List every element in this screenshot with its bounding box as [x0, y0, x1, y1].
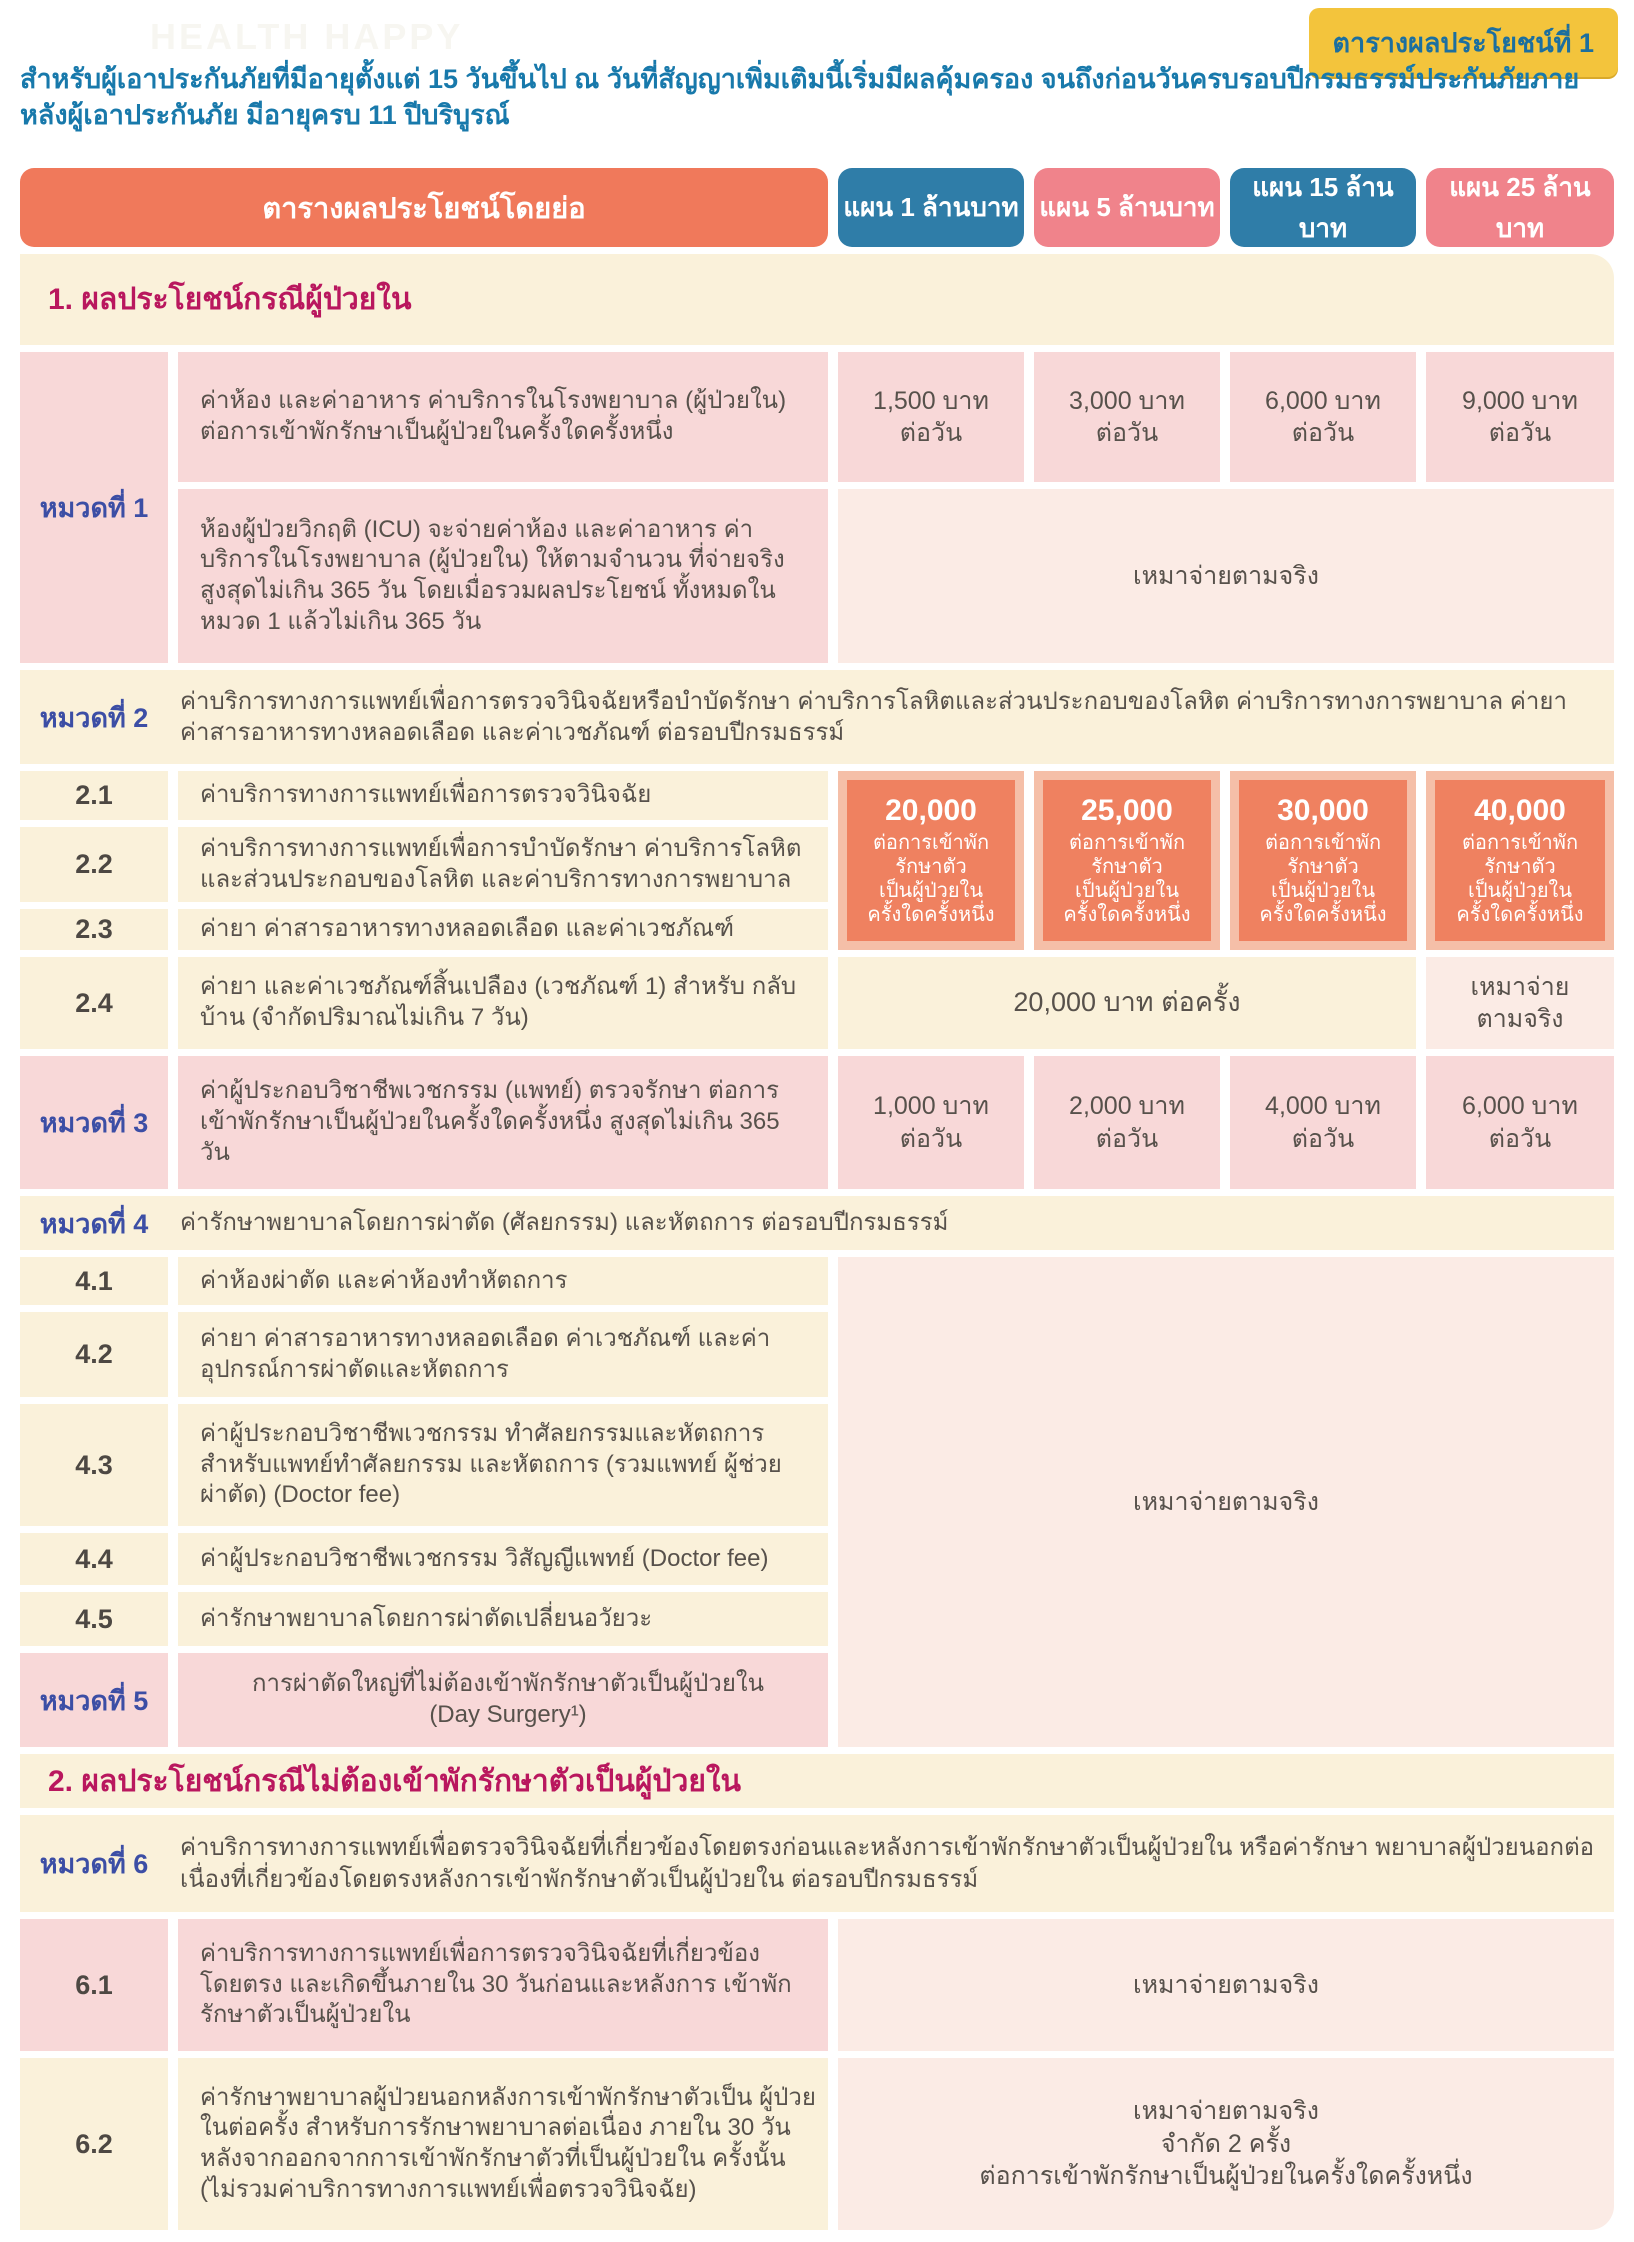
row-6-1-desc: ค่าบริการทางการแพทย์เพื่อการตรวจวินิจฉัยที่เกี่ยวข้อง โดยตรง และเกิดขึ้นภายใน 30 วันก่อนและหลังการ เข้าพักรักษาตัวเป็นผู้ป่วยใน: [178, 1919, 828, 2051]
row-4-2-number: 4.2: [20, 1312, 168, 1397]
category-3-label: หมวดที่ 3: [20, 1056, 168, 1189]
row-6-1-value-all-plans: เหมาจ่ายตามจริง: [838, 1919, 1614, 2051]
category-2-desc: ค่าบริการทางการแพทย์เพื่อการตรวจวินิจฉัยหรือบำบัดรักษา ค่าบริการโลหิตและส่วนประกอบของโลหิต ค่าบริการทางการพยาบาล ค่ายา ค่าสารอาหารทางหลอดเลือด และค่าเวชภัณฑ์ ต่อรอบปีกรมธรรม์: [180, 687, 1567, 746]
benefit-box-plan4: 40,000 ต่อการเข้าพัก รักษาตัว เป็นผู้ป่วยใน ครั้งใดครั้งหนึ่ง: [1426, 771, 1614, 950]
category-6-label: หมวดที่ 6: [39, 1849, 149, 1879]
row-4-3-number: 4.3: [20, 1404, 168, 1526]
benefit-box-plan1: 20,000 ต่อการเข้าพัก รักษาตัว เป็นผู้ป่วยใน ครั้งใดครั้งหนึ่ง: [838, 771, 1024, 950]
row-2-1-number: 2.1: [20, 771, 168, 820]
row-4-2-desc: ค่ายา ค่าสารอาหารทางหลอดเลือด ค่าเวชภัณฑ์ และค่าอุปกรณ์การผ่าตัดและหัตถการ: [178, 1312, 828, 1397]
category-5-desc: การผ่าตัดใหญ่ที่ไม่ต้องเข้าพักรักษาตัวเป็นผู้ป่วยใน (Day Surgery¹): [178, 1653, 828, 1747]
row-6-2-desc: ค่ารักษาพยาบาลผู้ป่วยนอกหลังการเข้าพักรักษาตัวเป็น ผู้ป่วยในต่อครั้ง สำหรับการรักษาพยาบาลต่อเนื่อง ภายใน 30 วันหลังจากออกจากการเข้าพักรักษาตัวที่เป็นผู้ป่วยใน ครั้งนั้น (ไม่รวมค่าบริการทางการแพทย์เพื่อตรวจวินิจฉัย): [178, 2058, 828, 2230]
surgery-value-all-plans: เหมาจ่ายตามจริง: [838, 1257, 1614, 1747]
benefit-table: [20, 168, 1614, 2230]
row-4-1-number: 4.1: [20, 1257, 168, 1305]
doctor-fee-value-plan4: 6,000 บาท ต่อวัน: [1426, 1056, 1614, 1189]
room-board-value-plan4: 9,000 บาท ต่อวัน: [1426, 352, 1614, 482]
section-2-heading: 2. ผลประโยชน์กรณีไม่ต้องเข้าพักรักษาตัวเป็นผู้ป่วยใน: [20, 1754, 1614, 1808]
icu-desc: ห้องผู้ป่วยวิกฤติ (ICU) จะจ่ายค่าห้อง และค่าอาหาร ค่าบริการในโรงพยาบาล (ผู้ป่วยใน) ให้ตามจำนวน ที่จ่ายจริง สูงสุดไม่เกิน 365 วัน โดยเมื่อรวมผลประโยชน์ ทั้งหมดในหมวด 1 แล้วไม่เกิน 365 วัน: [178, 489, 828, 663]
row-6-1-number: 6.1: [20, 1919, 168, 2051]
section-1-heading: 1. ผลประโยชน์กรณีผู้ป่วยใน: [20, 254, 1614, 345]
category-6-desc: ค่าบริการทางการแพทย์เพื่อตรวจวินิจฉัยที่เกี่ยวข้องโดยตรงก่อนและหลังการเข้าพักรักษาตัวเป็นผู้ป่วยใน หรือค่ารักษา พยาบาลผู้ป่วยนอกต่อเนื่องที่เกี่ยวข้องโดยตรงหลังการเข้าพักรักษาตัวเป็นผู้ป่วยใน ต่อรอบปีกรมธรรม์: [180, 1834, 1595, 1893]
doctor-fee-value-plan2: 2,000 บาท ต่อวัน: [1034, 1056, 1220, 1189]
row-2-2-number: 2.2: [20, 827, 168, 902]
row-2-4-desc: ค่ายา และค่าเวชภัณฑ์สิ้นเปลือง (เวชภัณฑ์ 1) สำหรับ กลับบ้าน (จำกัดปริมาณไม่เกิน 7 วัน): [178, 957, 828, 1049]
row-4-1-desc: ค่าห้องผ่าตัด และค่าห้องทำหัตถการ: [178, 1257, 828, 1305]
summary-header-bar: ตารางผลประโยชน์โดยย่อ: [20, 168, 828, 247]
category-2-label: หมวดที่ 2: [39, 702, 149, 733]
row-2-2-desc: ค่าบริการทางการแพทย์เพื่อการบำบัดรักษา ค่าบริการโลหิต และส่วนประกอบของโลหิต และค่าบริการทางการพยาบาล: [178, 827, 828, 902]
category-5-label: หมวดที่ 5: [20, 1653, 168, 1747]
benefit-box-plan2: 25,000 ต่อการเข้าพัก รักษาตัว เป็นผู้ป่วยใน ครั้งใดครั้งหนึ่ง: [1034, 771, 1220, 950]
category-4-band: [20, 1196, 1614, 1250]
plan-5m-header: แผน 5 ล้านบาท: [1034, 168, 1220, 247]
room-board-value-plan2: 3,000 บาท ต่อวัน: [1034, 352, 1220, 482]
benefit-box-plan3: 30,000 ต่อการเข้าพัก รักษาตัว เป็นผู้ป่วยใน ครั้งใดครั้งหนึ่ง: [1230, 771, 1416, 950]
plan-25m-header: แผน 25 ล้านบาท: [1426, 168, 1614, 247]
category-6-band: [20, 1815, 1614, 1912]
category-4-label: หมวดที่ 4: [39, 1208, 149, 1239]
row-4-4-number: 4.4: [20, 1533, 168, 1585]
row-2-4-value-plan4: เหมาจ่าย ตามจริง: [1426, 957, 1614, 1049]
doctor-fee-value-plan1: 1,000 บาท ต่อวัน: [838, 1056, 1024, 1189]
row-2-3-desc: ค่ายา ค่าสารอาหารทางหลอดเลือด และค่าเวชภัณฑ์: [178, 909, 828, 950]
icu-value-all-plans: เหมาจ่ายตามจริง: [838, 489, 1614, 663]
category-1-label: หมวดที่ 1: [20, 352, 168, 663]
row-4-5-desc: ค่ารักษาพยาบาลโดยการผ่าตัดเปลี่ยนอวัยวะ: [178, 1592, 828, 1646]
room-board-value-plan3: 6,000 บาท ต่อวัน: [1230, 352, 1416, 482]
health-happy-watermark: HEALTH HAPPY: [150, 16, 464, 57]
room-board-desc: ค่าห้อง และค่าอาหาร ค่าบริการในโรงพยาบาล (ผู้ป่วยใน) ต่อการเข้าพักรักษาเป็นผู้ป่วยในครั้งใดครั้งหนึ่ง: [178, 352, 828, 482]
row-2-1-desc: ค่าบริการทางการแพทย์เพื่อการตรวจวินิจฉัย: [178, 771, 828, 820]
row-4-3-desc: ค่าผู้ประกอบวิชาชีพเวชกรรม ทำศัลยกรรมและหัตถการ สำหรับแพทย์ทำศัลยกรรม และหัตถการ (รวมแพทย์ ผู้ช่วยผ่าตัด) (Doctor fee): [178, 1404, 828, 1526]
category-2-band: [20, 670, 1614, 764]
row-2-4-value-plans1-3: 20,000 บาท ต่อครั้ง: [838, 957, 1416, 1049]
row-4-4-desc: ค่าผู้ประกอบวิชาชีพเวชกรรม วิสัญญีแพทย์ (Doctor fee): [178, 1533, 828, 1585]
row-6-2-value-all-plans: เหมาจ่ายตามจริง จำกัด 2 ครั้ง ต่อการเข้าพักรักษาเป็นผู้ป่วยในครั้งใดครั้งหนึ่ง: [838, 2058, 1614, 2230]
row-4-5-number: 4.5: [20, 1592, 168, 1646]
category-3-desc: ค่าผู้ประกอบวิชาชีพเวชกรรม (แพทย์) ตรวจรักษา ต่อการเข้าพักรักษาเป็นผู้ป่วยในครั้งใดครั้งหนึ่ง สูงสุดไม่เกิน 365 วัน: [178, 1056, 828, 1189]
category-4-desc: ค่ารักษาพยาบาลโดยการผ่าตัด (ศัลยกรรม) และหัตถการ ต่อรอบปีกรมธรรม์: [180, 1209, 949, 1237]
eligibility-intro-text: สำหรับผู้เอาประกันภัยที่มีอายุตั้งแต่ 15 วันขึ้นไป ณ วันที่สัญญาเพิ่มเติมนี้เริ่มมีผลคุ้มครอง จนถึงก่อนวันครบรอบปีกรมธรรม์ประกันภัยภายหลังผู้เอาประกันภัย มีอายุครบ 11 ปีบริบูรณ์: [20, 64, 1580, 130]
row-6-2-number: 6.2: [20, 2058, 168, 2230]
doctor-fee-value-plan3: 4,000 บาท ต่อวัน: [1230, 1056, 1416, 1189]
plan-1m-header: แผน 1 ล้านบาท: [838, 168, 1024, 247]
plan-15m-header: แผน 15 ล้านบาท: [1230, 168, 1416, 247]
row-2-4-number: 2.4: [20, 957, 168, 1049]
table-number-badge: ตารางผลประโยชน์ที่ 1: [1309, 8, 1618, 77]
row-2-3-number: 2.3: [20, 909, 168, 950]
room-board-value-plan1: 1,500 บาท ต่อวัน: [838, 352, 1024, 482]
